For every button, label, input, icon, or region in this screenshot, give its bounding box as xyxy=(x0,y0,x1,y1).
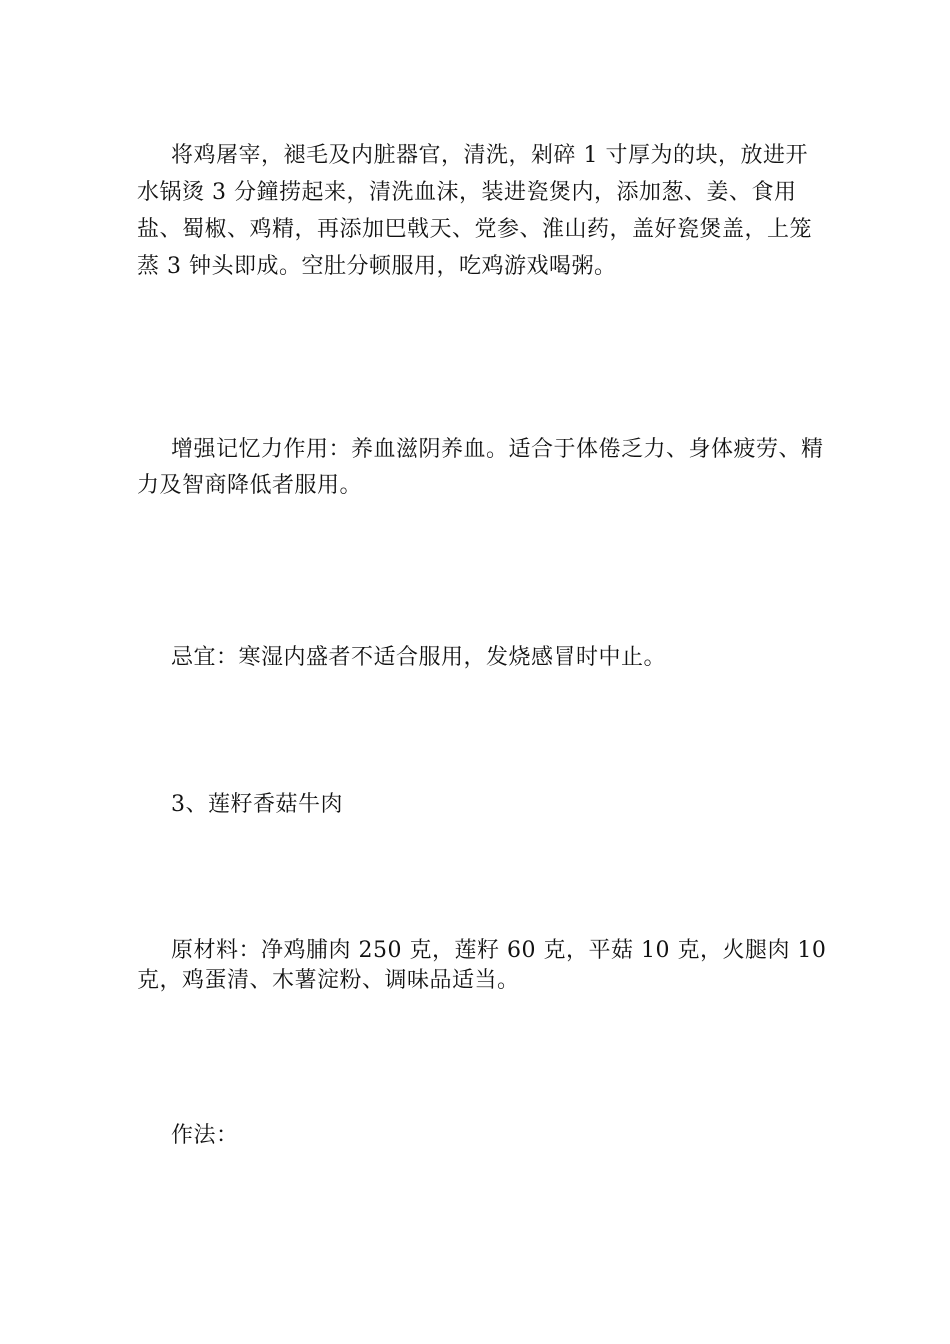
section-heading-recipe-3: 3、莲籽香菇牛肉 xyxy=(171,792,343,817)
paragraph-preparation-steps: 将鸡屠宰，褪毛及内脏器官，清洗，剁碎 1 寸厚为的块，放进开水锅烫 3 分鐘捞起来，清洗血沫，装进瓷煲内，添加葱、姜、食用盐、蜀椒、鸡精，再添加巴戟天、党参、淮山药，盖好瓷煲盖，上笼蒸 3 钟头即成。空肚分顿服用，吃鸡游戏喝粥。 xyxy=(137,143,813,279)
paragraph-contraindications: 忌宜：寒湿内盛者不适合服用，发烧感冒时中止。 xyxy=(171,645,667,670)
paragraph-ingredients: 原材料：净鸡脯肉 250 克，莲籽 60 克，平菇 10 克，火腿肉 10 克，鸡蛋清、木薯淀粉、调味品适当。 xyxy=(137,938,827,993)
paragraph-memory-effect: 增强记忆力作用：养血滋阴养血。适合于体倦乏力、身体疲劳、精力及智商降低者服用。 xyxy=(137,437,824,498)
paragraph-method-label: 作法： xyxy=(171,1123,239,1148)
